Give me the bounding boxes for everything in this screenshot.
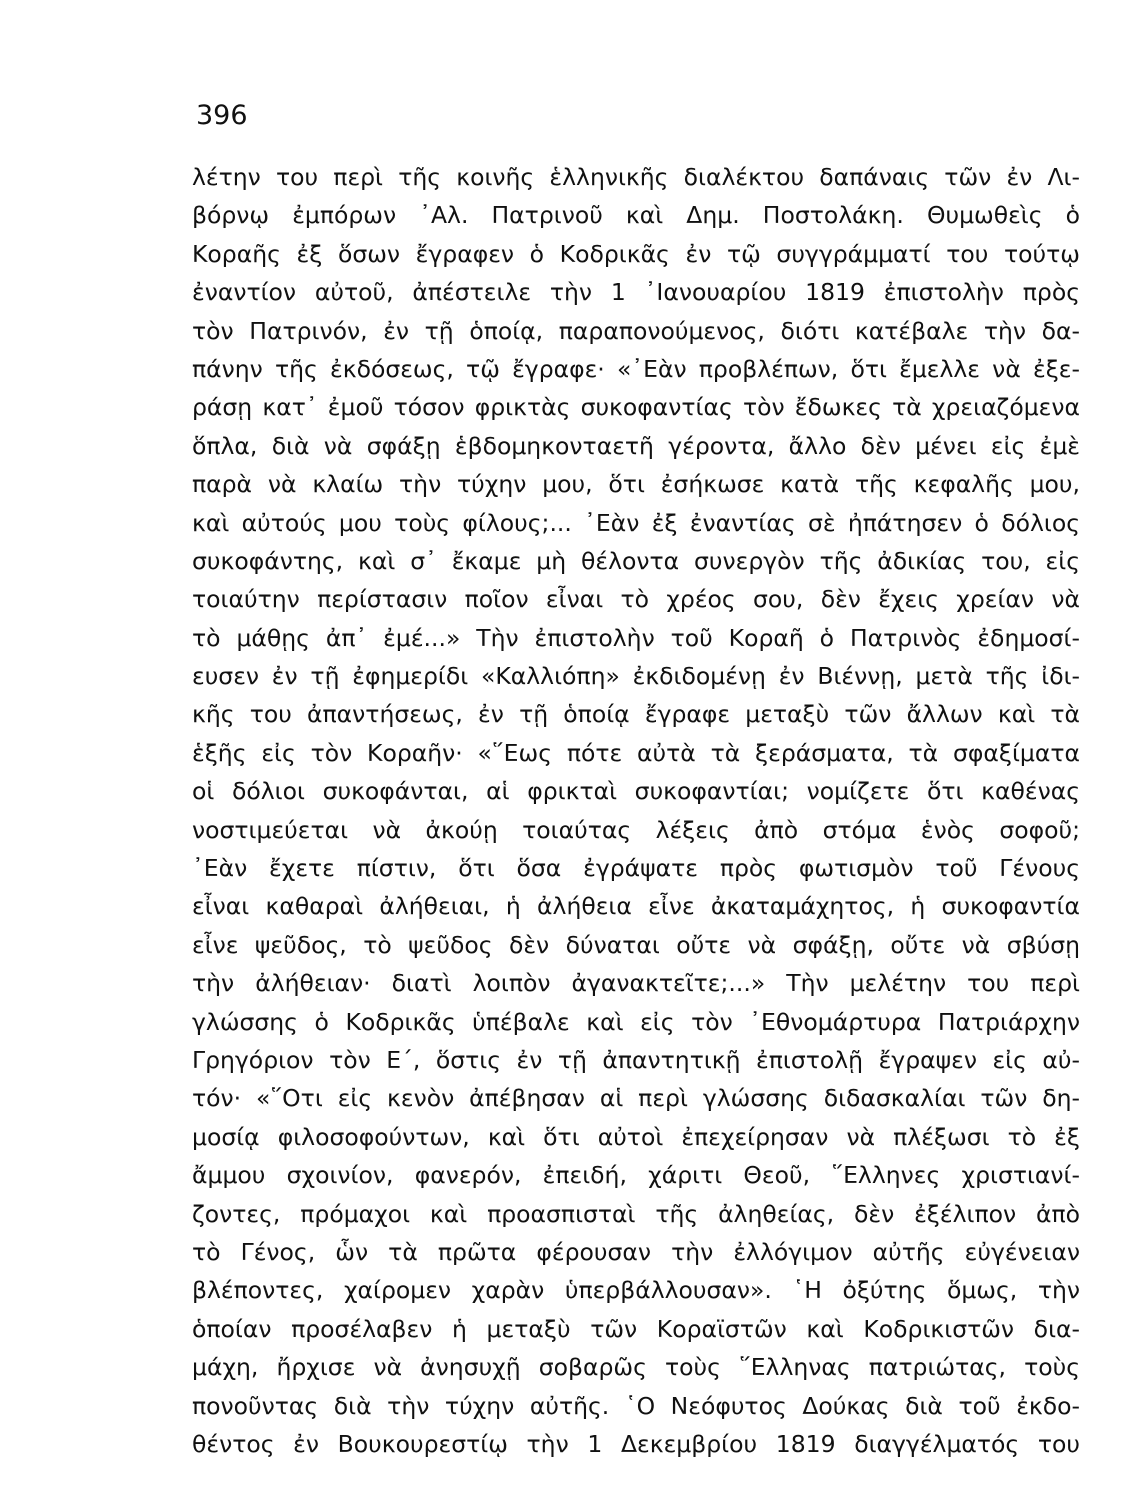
text-line: τοιαύτην περίστασιν ποῖον εἶναι τὸ χρέος σου, δὲν ἔχεις χρείαν νὰ xyxy=(192,585,1080,614)
text-line: μοσίᾳ φιλοσοφούντων, καὶ ὅτι αὐτοὶ ἐπεχείρησαν νὰ πλέξωσι τὸ ἐξ xyxy=(192,1122,1080,1151)
text-line: ὁποίαν προσέλαβεν ἡ μεταξὺ τῶν Κοραϊστῶν καὶ Κοδρικιστῶν δια- xyxy=(192,1314,1080,1343)
text-line: συκοφάντης, καὶ σ᾽ ἔκαμε μὴ θέλοντα συνεργὸν τῆς ἀδικίας του, εἰς xyxy=(192,546,1080,575)
text-line: Κοραῆς ἐξ ὅσων ἔγραφεν ὁ Κοδρικᾶς ἐν τῷ συγγράμματί του τούτῳ xyxy=(192,239,1080,268)
text-line: λέτην του περὶ τῆς κοινῆς ἑλληνικῆς διαλέκτου δαπάναις τῶν ἐν Λι- xyxy=(192,163,1080,191)
text-line: ἄμμου σχοινίον, φανερόν, ἐπειδή, χάριτι Θεοῦ, ῞Ελληνες χριστιανί- xyxy=(192,1161,1080,1190)
text-line: κῆς του ἀπαντήσεως, ἐν τῇ ὁποίᾳ ἔγραφε μεταξὺ τῶν ἄλλων καὶ τὰ xyxy=(192,700,1080,729)
text-line: ἐναντίον αὐτοῦ, ἀπέστειλε τὴν 1 ᾽Ιανουαρίου 1819 ἐπιστολὴν πρὸς xyxy=(192,278,1080,307)
body-text xyxy=(192,158,1080,1463)
text-line: μάχη, ἤρχισε νὰ ἀνησυχῇ σοβαρῶς τοὺς ῞Ελληνας πατριώτας, τοὺς xyxy=(192,1353,1080,1382)
text-line: νοστιμεύεται νὰ ἀκούῃ τοιαύτας λέξεις ἀπὸ στόμα ἑνὸς σοφοῦ; xyxy=(192,815,1080,844)
text-line: καὶ αὐτούς μου τοὺς φίλους;... ᾽Εὰν ἐξ ἐναντίας σὲ ἠπάτησεν ὁ δόλιος xyxy=(192,508,1080,537)
text-line: ζοντες, πρόμαχοι καὶ προασπισταὶ τῆς ἀληθείας, δὲν ἐξέλιπον ἀπὸ xyxy=(192,1199,1080,1228)
text-line: πονοῦντας διὰ τὴν τύχην αὐτῆς. ῾Ο Νεόφυτος Δούκας διὰ τοῦ ἐκδο- xyxy=(192,1391,1080,1420)
text-line: θέντος ἐν Βουκουρεστίῳ τὴν 1 Δεκεμβρίου 1819 διαγγέλματός του xyxy=(192,1429,1080,1458)
text-line: ὅπλα, διὰ νὰ σφάξῃ ἑβδομηκονταετῆ γέροντα, ἄλλο δὲν μένει εἰς ἐμὲ xyxy=(192,431,1080,460)
text-line: τὸ Γένος, ὧν τὰ πρῶτα φέρουσαν τὴν ἐλλόγιμον αὐτῆς εὐγένειαν xyxy=(192,1237,1080,1266)
text-line: ᾽Εὰν ἔχετε πίστιν, ὅτι ὅσα ἐγράψατε πρὸς φωτισμὸν τοῦ Γένους xyxy=(192,854,1080,883)
text-line: ευσεν ἐν τῇ ἐφημερίδι «Καλλιόπη» ἐκδιδομένῃ ἐν Βιέννῃ, μετὰ τῆς ἰδι- xyxy=(192,662,1080,691)
text-line: γλώσσης ὁ Κοδρικᾶς ὑπέβαλε καὶ εἰς τὸν ᾽Εθνομάρτυρα Πατριάρχην xyxy=(192,1007,1080,1036)
page-number: 396 xyxy=(196,100,248,131)
text-line: βόρνῳ ἐμπόρων ᾽Αλ. Πατρινοῦ καὶ Δημ. Ποστολάκη. Θυμωθεὶς ὁ xyxy=(192,201,1080,230)
text-line: τὴν ἀλήθειαν· διατὶ λοιπὸν ἀγανακτεῖτε;...» Τὴν μελέτην του περὶ xyxy=(192,969,1080,998)
text-line: Γρηγόριον τὸν Ε΄, ὅστις ἐν τῇ ἀπαντητικῇ ἐπιστολῇ ἔγραψεν εἰς αὐ- xyxy=(192,1045,1080,1074)
text-line: βλέποντες, χαίρομεν χαρὰν ὑπερβάλλουσαν». ῾Η ὀξύτης ὅμως, τὴν xyxy=(192,1276,1080,1305)
text-line: εἶναι καθαραὶ ἀλήθειαι, ἡ ἀλήθεια εἶνε ἀκαταμάχητος, ἡ συκοφαντία xyxy=(192,892,1080,921)
text-line: πάνην τῆς ἐκδόσεως, τῷ ἔγραφε· «᾽Εὰν προβλέπων, ὅτι ἔμελλε νὰ ἐξε- xyxy=(192,354,1080,383)
text-line: εἶνε ψεῦδος, τὸ ψεῦδος δὲν δύναται οὔτε νὰ σφάξῃ, οὔτε νὰ σβύσῃ xyxy=(192,930,1080,959)
text-line: τὸν Πατρινόν, ἐν τῇ ὁποίᾳ, παραπονούμενος, διότι κατέβαλε τὴν δα- xyxy=(192,316,1080,345)
text-line: τὸ μάθῃς ἀπ᾽ ἐμέ...» Τὴν ἐπιστολὴν τοῦ Κοραῆ ὁ Πατρινὸς ἐδημοσί- xyxy=(192,623,1080,652)
text-line: τόν· «῞Οτι εἰς κενὸν ἀπέβησαν αἱ περὶ γλώσσης διδασκαλίαι τῶν δη- xyxy=(192,1084,1080,1113)
text-line: οἱ δόλιοι συκοφάνται, αἱ φρικταὶ συκοφαντίαι; νομίζετε ὅτι καθένας xyxy=(192,777,1080,806)
text-line: ράσῃ κατ᾽ ἐμοῦ τόσον φρικτὰς συκοφαντίας τὸν ἔδωκες τὰ χρειαζόμενα xyxy=(192,393,1080,422)
text-line: ἑξῆς εἰς τὸν Κοραῆν· «῞Εως πότε αὐτὰ τὰ ξεράσματα, τὰ σφαξίματα xyxy=(192,738,1080,767)
text-line: παρὰ νὰ κλαίω τὴν τύχην μου, ὅτι ἐσήκωσε κατὰ τῆς κεφαλῆς μου, xyxy=(192,470,1080,499)
